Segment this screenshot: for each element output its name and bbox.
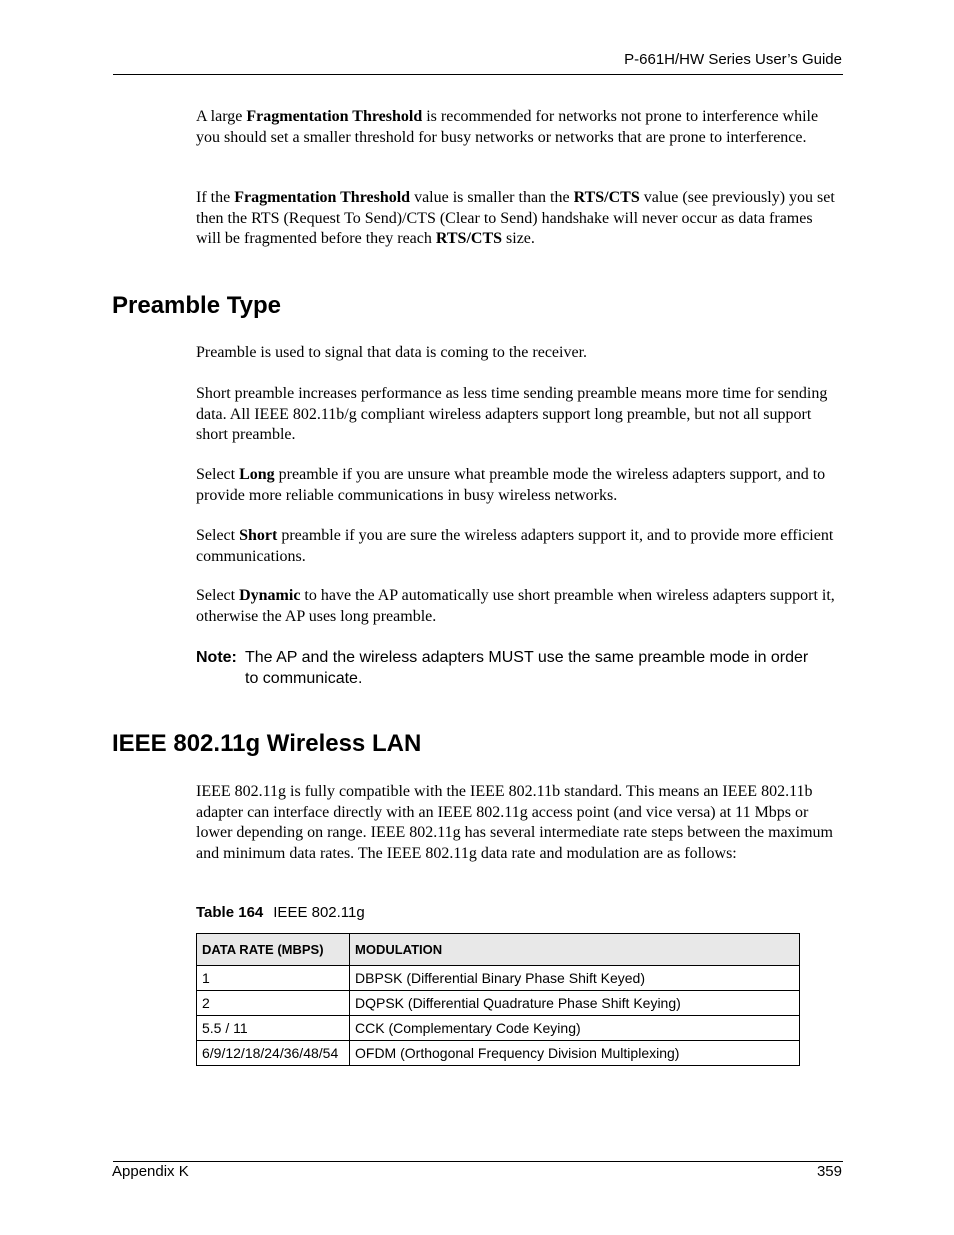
footer-rule [113,1161,843,1162]
preamble-paragraph-2: Short preamble increases performance as less time sending preamble means more time for sending data. All IEEE 802.11b/g compliant wireless adapters support long preamble, but not all support short preamble. [196,385,828,443]
header-rule [113,74,843,75]
data-rate-table [196,933,800,1066]
table-row [197,991,800,1016]
fragmentation-paragraph-2: If the Fragmentation Threshold value is smaller than the RTS/CTS value (see previously) you set then the RTS (Request To Send)/CTS (Clear to Send) handshake will never occur as data frames will be fragmented before they reach RTS/CTS size. [196,189,835,247]
preamble-note [196,647,816,689]
table-cell-rate: 1 [197,966,350,991]
header-title: P-661H/HW Series User’s Guide [624,51,842,68]
table-header-row [197,934,800,966]
table-header-modulation: MODULATION [350,934,800,966]
preamble-type-heading: Preamble Type [112,292,281,319]
preamble-paragraph-short: Select Short preamble if you are sure the wireless adapters support it, and to provide more efficient communications. [196,527,834,565]
fragmentation-paragraph-1: A large Fragmentation Threshold is recommended for networks not prone to interference while you should set a smaller threshold for busy networks or networks that are prone to interference. [196,108,819,146]
table-cell-rate: 6/9/12/18/24/36/48/54 [197,1041,350,1066]
ieee-80211g-paragraph: IEEE 802.11g is fully compatible with the IEEE 802.11b standard. This means an IEEE 802.11b adapter can interface directly with an IEEE 802.11g access point (and vice versa) at 11 Mbps or lower depending on range. IEEE 802.11g has several intermediate rate steps between the maximum and minimum data rates. The IEEE 802.11g data rate and modulation are as follows: [196,783,833,862]
table-cell-modulation: CCK (Complementary Code Keying) [350,1016,800,1041]
table-cell-rate: 2 [197,991,350,1016]
preamble-paragraph-1: Preamble is used to signal that data is coming to the receiver. [196,344,588,361]
footer-section-label: Appendix K [112,1163,189,1180]
table-cell-rate: 5.5 / 11 [197,1016,350,1041]
ieee-80211g-heading: IEEE 802.11g Wireless LAN [112,730,422,757]
preamble-paragraph-dynamic: Select Dynamic to have the AP automatically use short preamble when wireless adapters support it, otherwise the AP uses long preamble. [196,587,835,625]
page-number: 359 [816,1163,842,1180]
table-cell-modulation: DQPSK (Differential Quadrature Phase Shift Keying) [350,991,800,1016]
table-header-data-rate: DATA RATE (MBPS) [197,934,350,966]
table-cell-modulation: OFDM (Orthogonal Frequency Division Multiplexing) [350,1041,800,1066]
note-text: The AP and the wireless adapters MUST use the same preamble mode in order to communicate. [245,649,809,687]
table-row [197,966,800,991]
preamble-paragraph-long: Select Long preamble if you are unsure what preamble mode the wireless adapters support, and to provide more reliable communications in busy wireless networks. [196,466,826,504]
table-caption-title: IEEE 802.11g [273,904,365,921]
note-label: Note: [196,649,237,666]
table-cell-modulation: DBPSK (Differential Binary Phase Shift Keyed) [350,966,800,991]
table-row [197,1041,800,1066]
table-caption-number: Table 164 [196,904,264,921]
table-caption [196,904,365,921]
table-row [197,1016,800,1041]
